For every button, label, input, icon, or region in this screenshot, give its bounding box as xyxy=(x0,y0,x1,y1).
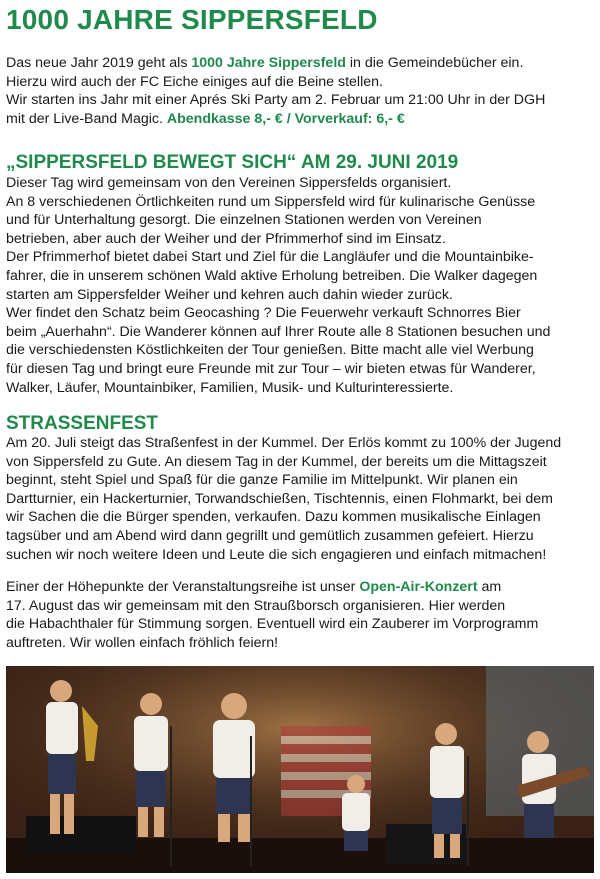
page-title: 1000 JAHRE SIPPERSFELD xyxy=(6,4,378,35)
paragraph-line: für diesen Tag und bringt eure Freunde mit zur Tour – wir bieten etwas für Wanderer, xyxy=(6,360,536,377)
paragraph-line: 17. August das wir gemeinsam mit den Straußborsch organisieren. Hier werden xyxy=(6,597,506,614)
paragraph-line: die Habachthaler für Stimmung sorgen. Eventuell wird ein Zauberer im Vorprogramm xyxy=(6,616,539,633)
paragraph-line: und für Unterhaltung gesorgt. Die einzelnen Stationen werden von Vereinen xyxy=(6,212,482,229)
paragraph-line: Wer findet den Schatz beim Geocashing ? Die Feuerwehr verkauft Schnorres Bier xyxy=(6,305,521,322)
highlight-prices: Abendkasse 8,- € / Vorverkauf: 6,- € xyxy=(166,110,405,127)
band-photo-illustration xyxy=(6,666,594,873)
speaker-box xyxy=(26,816,136,854)
text: Einer der Höhepunkte der Veranstaltungsreihe ist unser xyxy=(6,579,360,595)
paragraph-line: betrieben, aber auch der Weiher und der Pfrimmerhof sind im Einsatz. xyxy=(6,230,446,247)
paragraph-line: starten am Sippersfelder Weiher und kehren auch dahin wieder zurück. xyxy=(6,286,453,303)
paragraph-line xyxy=(6,578,596,597)
section-heading-strassenfest: STRASSENFEST xyxy=(6,413,159,434)
band-photo xyxy=(6,666,594,873)
paragraph-line: beginnt, steht Spiel und Spaß für die ganze Familie im Mittelpunkt. Wir planen ein xyxy=(6,472,518,489)
intro-line xyxy=(6,110,596,129)
intro-paragraph xyxy=(6,54,596,128)
paragraph-line: Walker, Läufer, Mountainbiker, Familien, Musik- und Kulturinteressierte. xyxy=(6,379,454,396)
paragraph-line: Dartturnier, ein Hackerturnier, Torwandschießen, Tischtennis, einen Flohmarkt, bei dem xyxy=(6,490,553,507)
intro-line xyxy=(6,54,596,73)
strassenfest-paragraph xyxy=(6,434,596,564)
paragraph-line: auftreten. Wir wollen einfach fröhlich feiern! xyxy=(6,634,279,651)
section-heading-bewegt: „SIPPERSFELD BEWEGT SICH“ AM 29. JUNI 2019 xyxy=(6,152,459,173)
paragraph-line: tagsüber und am Abend wird dann gegrillt und gemütlich zusammen gefeiert. Hierzu xyxy=(6,527,534,544)
paragraph-line: Der Pfrimmerhof bietet dabei Start und Ziel für die Langläufer und die Mountainbike- xyxy=(6,249,534,266)
paragraph-line: fahrer, die in unserem schönen Wald aktive Erholung betreiben. Die Walker dagegen xyxy=(6,267,538,284)
paragraph-line: Dieser Tag wird gemeinsam von den Vereinen Sippersfelds organisiert. xyxy=(6,175,452,191)
text: in die Gemeindebücher ein. xyxy=(345,55,524,71)
konzert-paragraph xyxy=(6,578,596,652)
text: mit der Live-Band Magic. xyxy=(6,110,167,127)
paragraph-line: An 8 verschiedenen Örtlichkeiten rund um Sippersfeld wird für kulinarische Genüsse xyxy=(6,193,536,210)
paragraph-line: die verschiedensten Köstlichkeiten der Tour genießen. Bitte macht alle viel Werbung xyxy=(6,342,534,359)
text: am xyxy=(477,579,502,595)
text: Das neue Jahr 2019 geht als xyxy=(6,55,192,71)
paragraph-line: von Sippersfeld zu Gute. An diesem Tag in der Kummel, der bereits um die Mittagszeit xyxy=(6,453,547,470)
highlight-open-air: Open-Air-Konzert xyxy=(359,579,478,595)
intro-line: Wir starten ins Jahr mit einer Aprés Ski Party am 2. Februar um 21:00 Uhr in der DGH xyxy=(6,92,546,109)
intro-line: Hierzu wird auch der FC Eiche einiges auf die Beine stellen. xyxy=(6,73,383,90)
paragraph-line: wir Sachen die die Bürger spenden, verkaufen. Dazu kommen musikalische Einlagen xyxy=(6,509,541,526)
highlight-event-name: 1000 Jahre Sippersfeld xyxy=(191,55,346,71)
paragraph-line: Am 20. Juli steigt das Straßenfest in der Kummel. Der Erlös kommt zu 100% der Jugend xyxy=(6,435,562,451)
bewegt-paragraph xyxy=(6,174,596,397)
paragraph-line: suchen wir noch weitere Ideen und Leute die sich engagieren und einfach mitmachen! xyxy=(6,546,547,563)
paragraph-line: beim „Auerhahn“. Die Wanderer können auf Ihrer Route alle 8 Stationen besuchen und xyxy=(6,323,551,340)
